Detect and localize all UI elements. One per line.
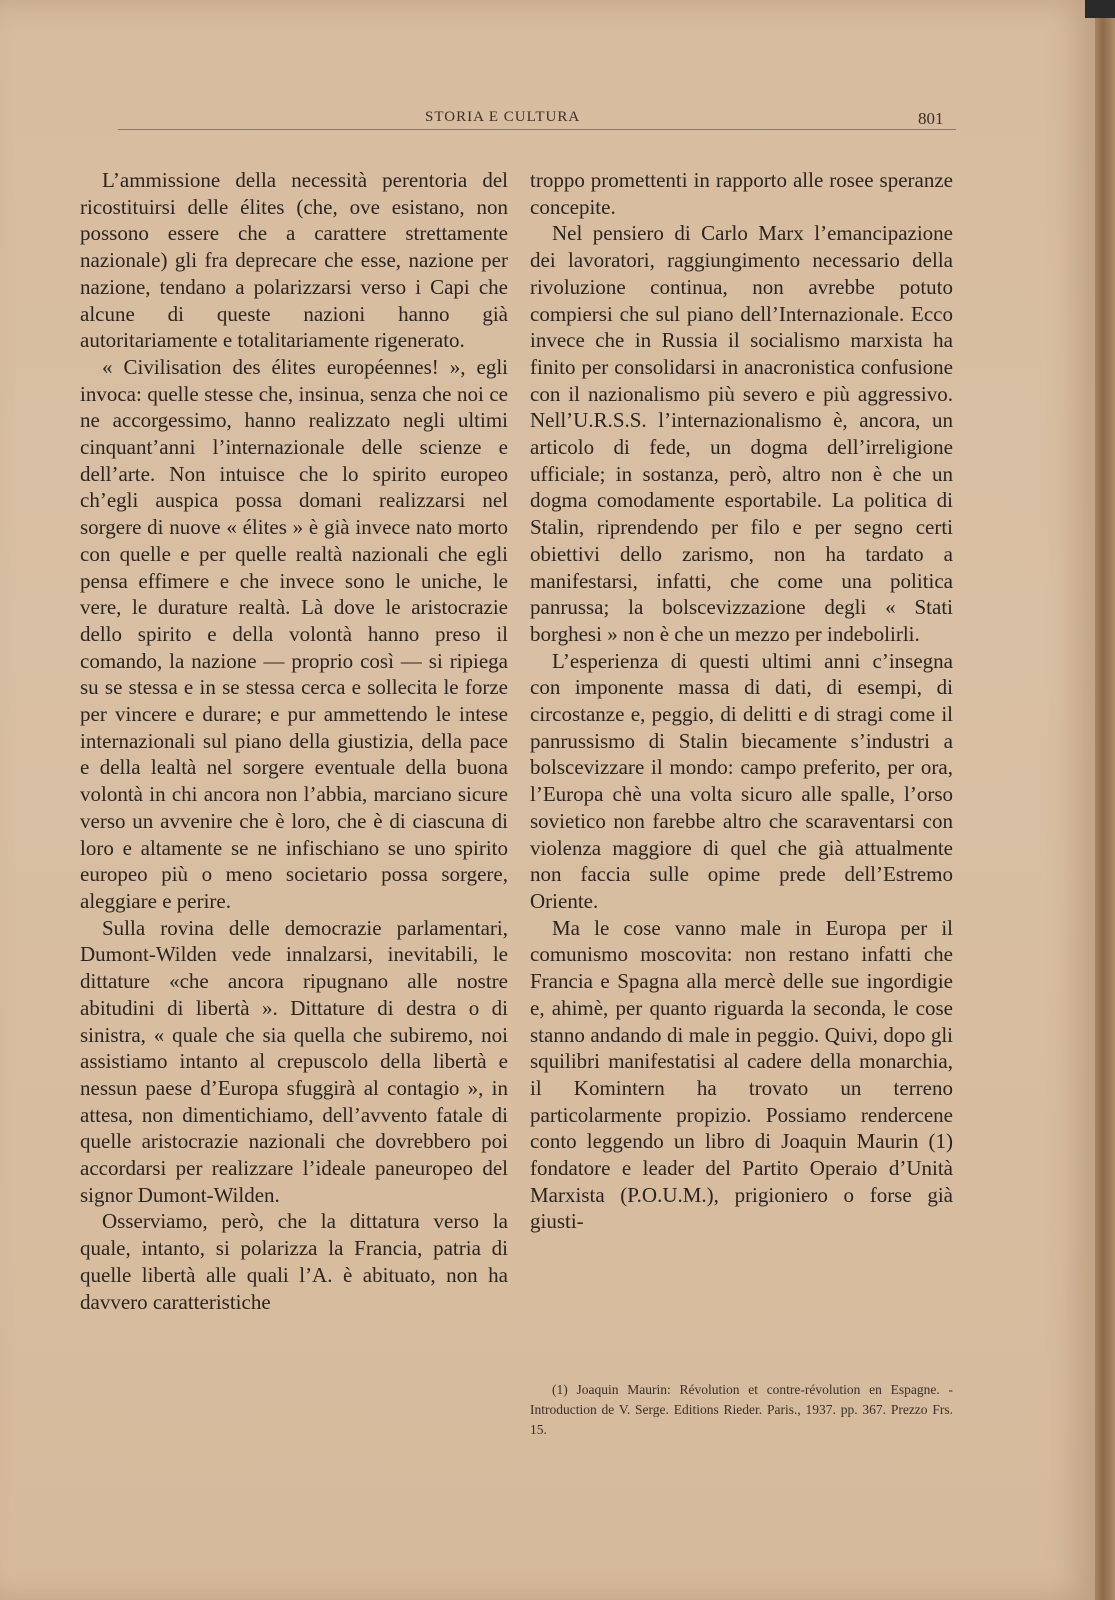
right-paragraph-4: Ma le cose vanno male in Europa per il comunismo moscovita: non restano infatti che Francia e Spagna alla mercè delle sue ingordigie e, ahimè, per quanto riguarda la seconda, le cose stanno andando di male in peggio. Quivi, dopo gli squilibri manifestatisi al cadere della monarchia, il Komintern ha trovato un terreno particolarmente propizio. Possiamo rendercene conto leggendo un libro di Joaquin Maurin (1) fondatore e leader del Partito Operaio d’Unità Marxista (P.O.U.M.), prigioniero o forse già giusti- bbox=[530, 915, 953, 1234]
left-paragraph-4: Osserviamo, però, che la dittatura verso la quale, intanto, si polarizza la Francia, patria di quelle libertà alle quali l’A. è abituato, non ha davvero caratteristiche bbox=[80, 1209, 508, 1314]
right-paragraph-1: troppo promettenti in rapporto alle rosee speranze concepite. bbox=[530, 168, 953, 219]
footnote: (1) Joaquin Maurin: Révolution et contre-révolution en Espagne. - Introduction de V. Serge. Editions Rieder. Paris., 1937. pp. 367. Prezzo Frs. 15. bbox=[530, 1382, 953, 1437]
left-paragraph-3: Sulla rovina delle democrazie parlamentari, Dumont-Wilden vede innalzarsi, inevitabili, le dittature «che ancora ripugnano alle nostre abitudini di libertà ». Dittature di destra o di sinistra, « quale che sia quella che subiremo, noi assistiamo intanto al crepuscolo della libertà e nessun paese d’Europa sfuggirà al contagio », in attesa, non dimentichiamo, dell’avvento fatale di quelle aristocrazie nazionali che dovrebbero poi accordarsi per realizzare l’ideale paneuropeo del signor Dumont-Wilden. bbox=[80, 915, 508, 1207]
scan-edge bbox=[1085, 0, 1115, 18]
page-number: 801 bbox=[918, 109, 944, 128]
running-header bbox=[0, 105, 1095, 129]
header-rule bbox=[118, 129, 956, 130]
left-paragraph-1: L’ammissione della necessità perentoria del ricostituirsi delle élites (che, ove esistano, non possono essere che a carattere strettamente nazionale) gli fra deprecare che esse, nazione per nazione, tendano a polarizzarsi verso i Capi che alcune di queste nazioni hanno già autoritariamente e totalitariamente rigenerato. bbox=[80, 168, 508, 353]
right-paragraph-2: Nel pensiero di Carlo Marx l’emancipazione dei lavoratori, raggiungimento necessario della rivoluzione continua, non avrebbe potuto compiersi che sul piano dell’Internazionale. Ecco invece che in Russia il socialismo marxista ha finito per consolidarsi in anacronistica confusione con il nazionalismo più severo e più aggressivo. Nell’U.R.S.S. l’internazionalismo è, ancora, un articolo di fede, un dogma dell’irreligione ufficiale; in sostanza, però, altro non è che un dogma comodamente esportabile. La politica di Stalin, riprendendo per filo e per segno certi obiettivi dello zarismo, non ha tardato a manifestarsi, infatti, che come una politica panrussa; la bolscevizzazione degli « Stati borghesi » non è che un mezzo per indebolirli. bbox=[530, 221, 953, 646]
right-paragraph-3: L’esperienza di questi ultimi anni c’insegna con imponente massa di dati, di esempi, di circostanze e, peggio, di delitti e di stragi come il panrussismo di Stalin biecamente s’industri a bolscevizzare il mondo: campo preferito, per ora, l’Europa chè una volta sicuro alle spalle, l’orso sovietico non farebbe altro che scaraventarsi con violenza maggiore di quel che già attualmente non faccia sulle opime prede dell’Estremo Oriente. bbox=[530, 648, 953, 913]
right-column bbox=[530, 167, 953, 1235]
book-spine bbox=[1095, 0, 1115, 1600]
left-column bbox=[80, 167, 508, 1315]
left-paragraph-2: « Civilisation des élites européennes! », egli invoca: quelle stesse che, insinua, senza che noi ce ne accorgessimo, hanno realizzato negli ultimi cinquant’anni l’internazionale delle scienze e dell’arte. Non intuisce che lo spirito europeo ch’egli auspica possa domani realizzarsi nel sorgere di nuove « élites » è già invece nato morto con quelle e per quelle realtà nazionali che egli pensa effimere e che invece sono le uniche, le vere, le durature realtà. Là dove le aristocrazie dello spirito e della volontà hanno preso il comando, la nazione — proprio così — si ripiega su se stessa e in se stessa cerca e sollecita le forze per vincere e durare; e pur ammettendo le intese internazionali sul piano della giustizia, della pace e della lealtà nel sorgere eventuale della buona volontà in chi ancora non l’abbia, marciano sicure verso un avvenire che è loro, che è di ciascuna di loro e altamente se ne infischiano se uno spirito europeo più o meno societario possa sorgere, aleggiare e perire. bbox=[80, 354, 508, 913]
running-title: STORIA E CULTURA bbox=[425, 109, 581, 125]
